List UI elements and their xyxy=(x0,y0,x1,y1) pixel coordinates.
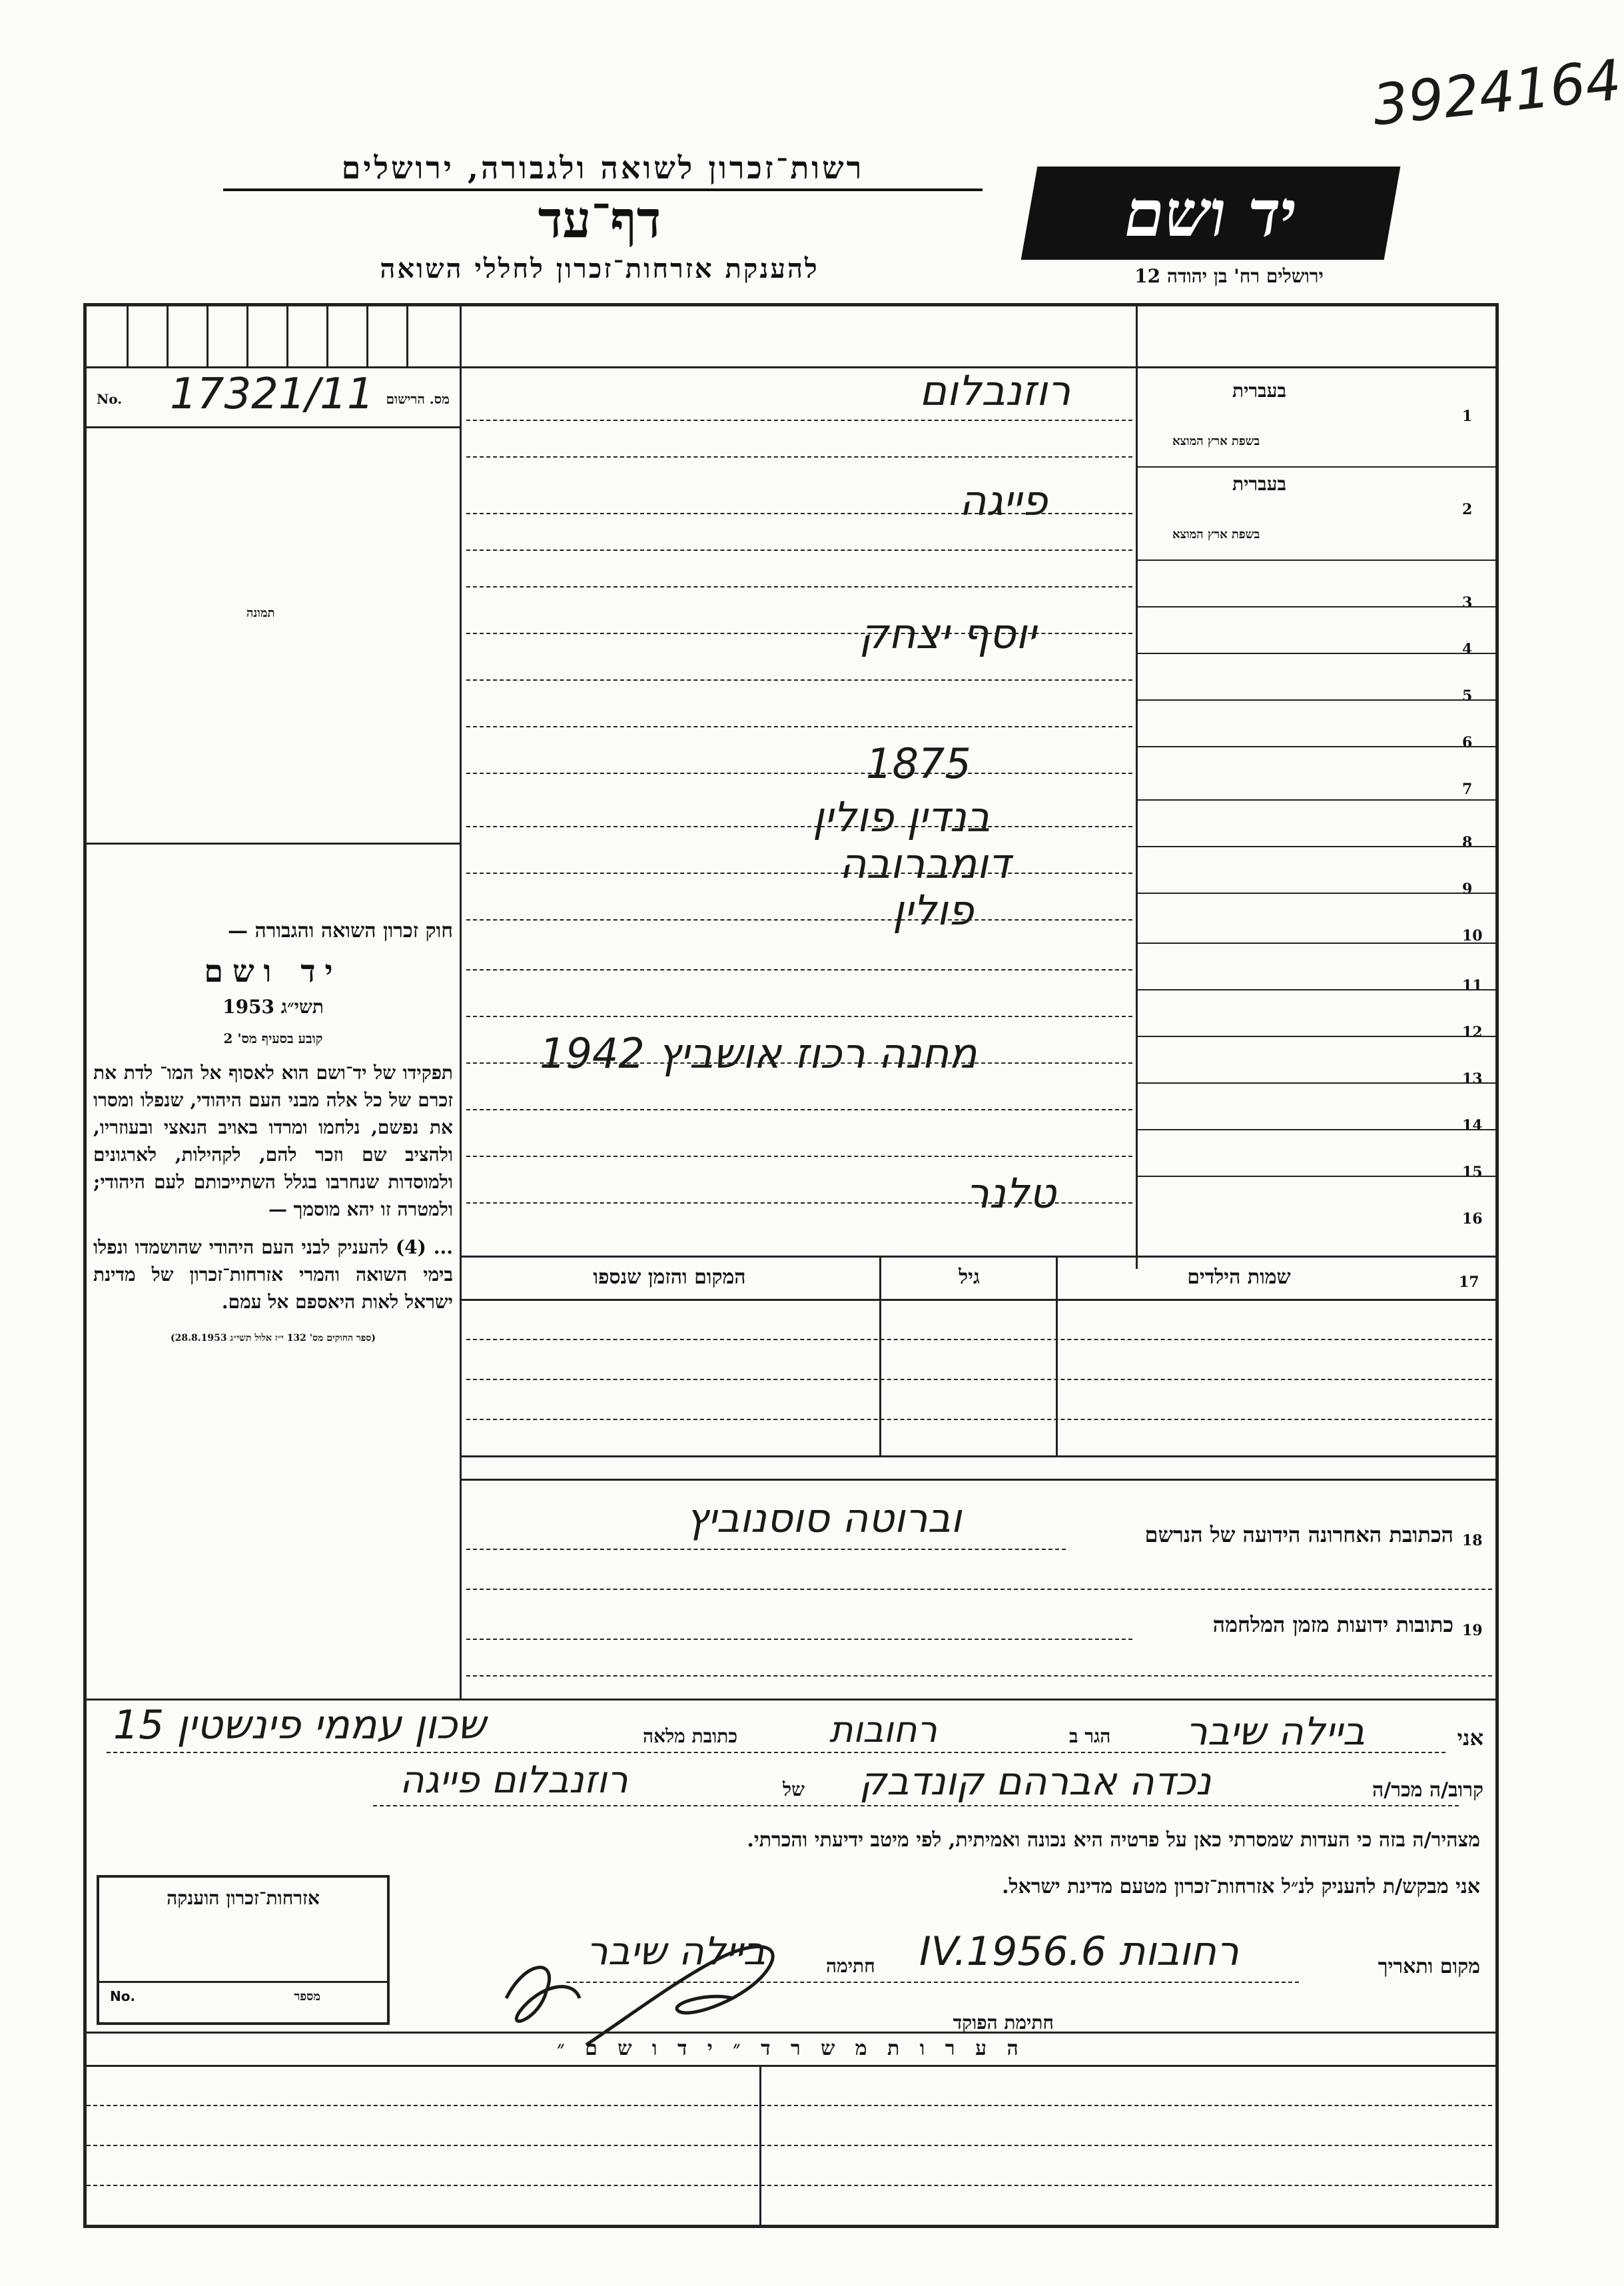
decl-person: רוזנבלום פייגה xyxy=(400,1758,628,1802)
field-num: 13 xyxy=(1462,1070,1483,1088)
field-sublabel-origin: בשפת ארץ המוצא xyxy=(1172,528,1260,542)
decl-address-label: כתובת מלאה xyxy=(643,1725,738,1747)
field-value: בנדין פולין xyxy=(813,793,991,841)
registration-number: 17321/11 xyxy=(170,370,374,419)
field-num: 8 xyxy=(1462,834,1473,851)
decl-resides: הגר ב xyxy=(1069,1725,1111,1747)
field-num: 6 xyxy=(1462,734,1473,751)
decl-address: שכון עממי פינשטין 15 xyxy=(113,1702,486,1748)
field-value: טלנר xyxy=(966,1169,1056,1218)
field-num: 15 xyxy=(1462,1164,1483,1181)
place-date-label: מקום ותאריך xyxy=(1378,1955,1480,1978)
field-num: 4 xyxy=(1462,641,1473,658)
field-num: 14 xyxy=(1462,1117,1483,1134)
field-18-label: הכתובת האחרונה הידועה של הנרשם xyxy=(1144,1522,1453,1547)
field-18-value: וברוטה סוסנוביץ xyxy=(686,1495,962,1542)
field-value: פייגה xyxy=(959,476,1048,525)
field-value: מחנה רכוז אושביץ 1942 xyxy=(540,1029,977,1078)
law-name: יד ושם xyxy=(204,953,342,989)
field-num: 5 xyxy=(1462,687,1473,705)
children-col-place: המקום והזמן שנספו xyxy=(593,1266,746,1289)
officer-signature-label: חתימת הפוקד xyxy=(953,2012,1054,2034)
field-num: 9 xyxy=(1462,881,1473,898)
law-panel xyxy=(93,919,453,1344)
decl-name: ביילה שיבר xyxy=(1186,1709,1366,1754)
decl-statement: מצהיר/ה בזה כי העדות שמסרתי כאן על פרטיה היא נכונה ואמיתית, לפי מיטב ידיעתי והכרתי. xyxy=(747,1828,1480,1852)
registration-field xyxy=(90,370,456,423)
law-clause: קובע בסעיף מס' 2 xyxy=(223,1030,323,1046)
field-num: 7 xyxy=(1462,781,1473,798)
certificate-no-label: No. xyxy=(110,1988,136,2004)
field-num: 12 xyxy=(1462,1024,1483,1041)
archive-number: 3924164 xyxy=(1369,47,1624,139)
certificate-title: אזרחות־זכרון הוענקה xyxy=(167,1887,320,1909)
photo-label: תמונה xyxy=(246,606,275,620)
decl-prefix: אני xyxy=(1457,1725,1483,1750)
field-19-num: 19 xyxy=(1462,1622,1483,1639)
office-notes-title: ה ע ר ו ת מ ש ר ד ״ י ד ו ש ם ״ xyxy=(557,2037,1025,2060)
yad-vashem-logo: יד ושם xyxy=(1021,167,1401,260)
decl-city: רחובות xyxy=(829,1709,937,1750)
address: ירושלים רח' בן יהודה 12 xyxy=(1134,265,1324,287)
law-text-2: ... (4) להעניק לבני העם היהודי שהושמדו ונפלו בימי השואה והמרי אזרחות־זכרון של מדינת ישראל לאות היאספם אל עמם. xyxy=(93,1236,453,1313)
law-text-1: תפקידו של יד־ושם הוא לאסוף אל המו־ לדת את זכרם של כל אלה מבני העם היהודי, שנפלו ומסרו את נפשם, נלחמו ומרדו באויב הנאצי ובעוזריו, ולהציב שם וזכר להם, לקהילות, לארגונים ולמוסדות שנחרבו בגלל השתייכותם לעם היהודי; ולמטרה זו יהא מוסמך — xyxy=(93,1062,453,1220)
children-col-names: שמות הילדים xyxy=(1187,1266,1291,1289)
signature-value: ביילה שיבר xyxy=(586,1928,766,1974)
field-value: יוסף יצחק xyxy=(859,609,1036,658)
law-year: תשי״ג 1953 xyxy=(222,996,324,1018)
certificate-number-label: מספר xyxy=(294,1990,320,2004)
children-num: 17 xyxy=(1459,1274,1479,1291)
field-sublabel-hebrew: בעברית xyxy=(1232,473,1287,495)
place-date-value: רחובות 6.IV.1956 xyxy=(919,1928,1239,1975)
field-value: רוזנבלום xyxy=(919,366,1071,415)
field-value: 1875 xyxy=(866,739,971,788)
page-subtitle: להענקת אזרחות־זכרון לחללי השואה xyxy=(380,253,819,284)
field-value: דומברובה xyxy=(839,839,1011,888)
field-18-num: 18 xyxy=(1462,1532,1483,1549)
signature-label: חתימה xyxy=(826,1955,875,1977)
field-num: 10 xyxy=(1462,927,1483,945)
children-col-age: גיל xyxy=(959,1266,980,1289)
decl-relation-label: קרוב/ה מכר/ה xyxy=(1372,1778,1483,1802)
decl-request: אני מבקש/ת להעניק לנ״ל אזרחות־זכרון מטעם מדינת ישראל. xyxy=(1002,1875,1480,1898)
registration-label: מס. הרישום xyxy=(386,391,450,407)
page-title: דף־עד xyxy=(538,190,661,249)
field-num: 11 xyxy=(1462,977,1483,994)
certificate-box xyxy=(97,1875,390,2025)
field-value: פולין xyxy=(893,886,974,935)
law-citation: (ספר החוקים מס' 132 י״ז אלול תשי״ג 28.8.1953) xyxy=(171,1333,376,1343)
field-sublabel-hebrew: בעברית xyxy=(1232,380,1287,402)
registration-no-label: No. xyxy=(97,391,123,407)
law-title: חוק זכרון השואה והגבורה — xyxy=(228,919,453,943)
authority-title: רשות־זכרון לשואה ולגבורה, ירושלים xyxy=(223,150,983,191)
field-num: 2 xyxy=(1462,501,1473,518)
field-num: 3 xyxy=(1462,594,1473,611)
field-19-label: כתובות ידועות מזמן המלחמה xyxy=(1212,1612,1453,1637)
field-num: 16 xyxy=(1462,1210,1483,1228)
field-num: 1 xyxy=(1462,408,1473,425)
decl-relation: נכדה אברהם קונדבק xyxy=(859,1758,1212,1804)
decl-of: של xyxy=(783,1778,805,1800)
field-sublabel-origin: בשפת ארץ המוצא xyxy=(1172,434,1260,448)
